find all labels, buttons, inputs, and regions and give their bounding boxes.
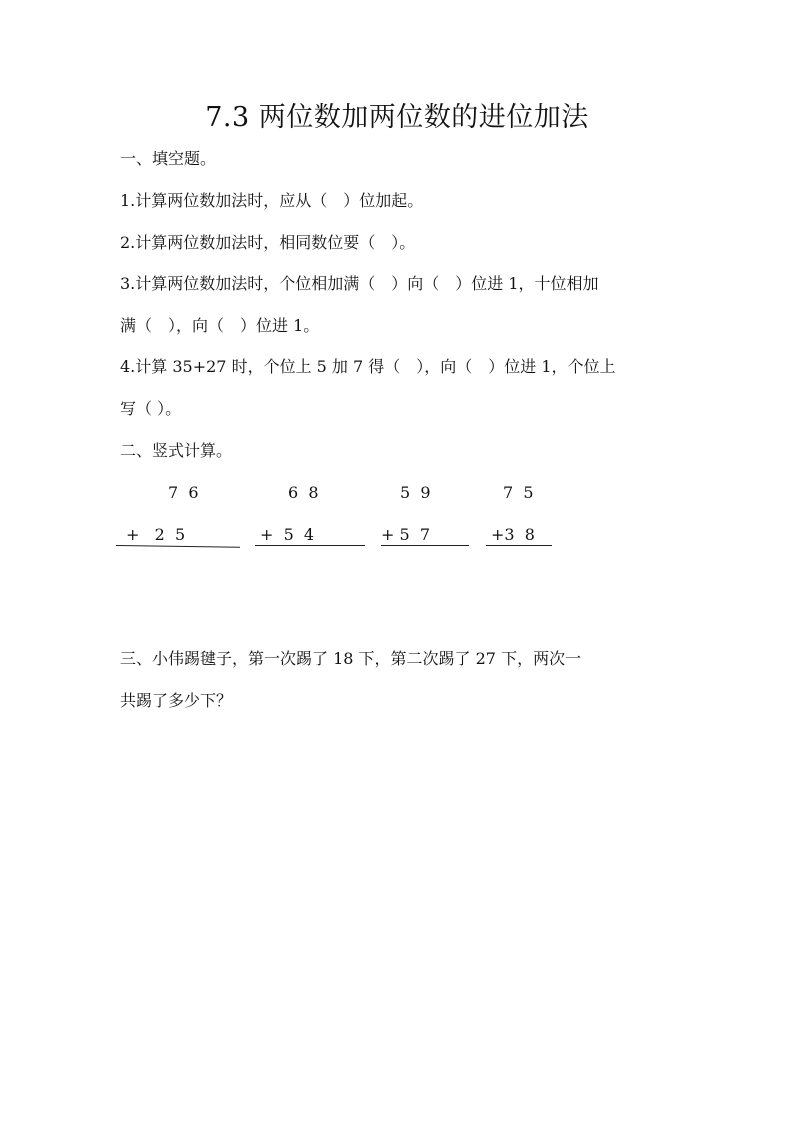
- problem-2-bottom: + 5 4: [260, 525, 315, 544]
- problem-1-top: 7 6: [168, 483, 199, 502]
- question-4-line-1: 4.计算 35+27 时，个位上 5 加 7 得（ ），向（ ）位进 1，个位上: [120, 357, 616, 376]
- problem-4-line: [486, 545, 552, 546]
- problem-4-top: 7 5: [503, 483, 534, 502]
- problem-1-line: [116, 545, 240, 548]
- section-heading-vertical-calc: 二、竖式计算。: [120, 441, 233, 460]
- problem-2-top: 6 8: [288, 483, 319, 502]
- page-title: 7.3 两位数加两位数的进位加法: [205, 102, 589, 133]
- word-problem-line-2: 共踢了多少下？: [120, 691, 233, 710]
- word-problem-line-1: 三、小伟踢毽子，第一次踢了 18 下，第二次踢了 27 下，两次一: [120, 649, 582, 668]
- question-3-line-1: 3.计算两位数加法时，个位相加满（ ）向（ ）位进 1，十位相加: [120, 274, 599, 293]
- question-3-line-2: 满（ ），向（ ）位进 1。: [120, 316, 320, 335]
- problem-4-bottom: +3 8: [491, 525, 535, 544]
- question-1: 1.计算两位数加法时，应从（ ）位加起。: [120, 191, 424, 210]
- question-4-line-2: 写（ ）。: [120, 399, 182, 418]
- problem-3-bottom: + 5 7: [381, 525, 431, 544]
- problem-3-line: [381, 545, 469, 546]
- problem-2-line: [255, 545, 365, 546]
- problem-3-top: 5 9: [400, 483, 431, 502]
- section-heading-fill-in: 一、填空题。: [120, 149, 217, 168]
- problem-1-bottom: + 2 5: [126, 525, 186, 544]
- question-2: 2.计算两位数加法时，相同数位要（ ）。: [120, 233, 416, 252]
